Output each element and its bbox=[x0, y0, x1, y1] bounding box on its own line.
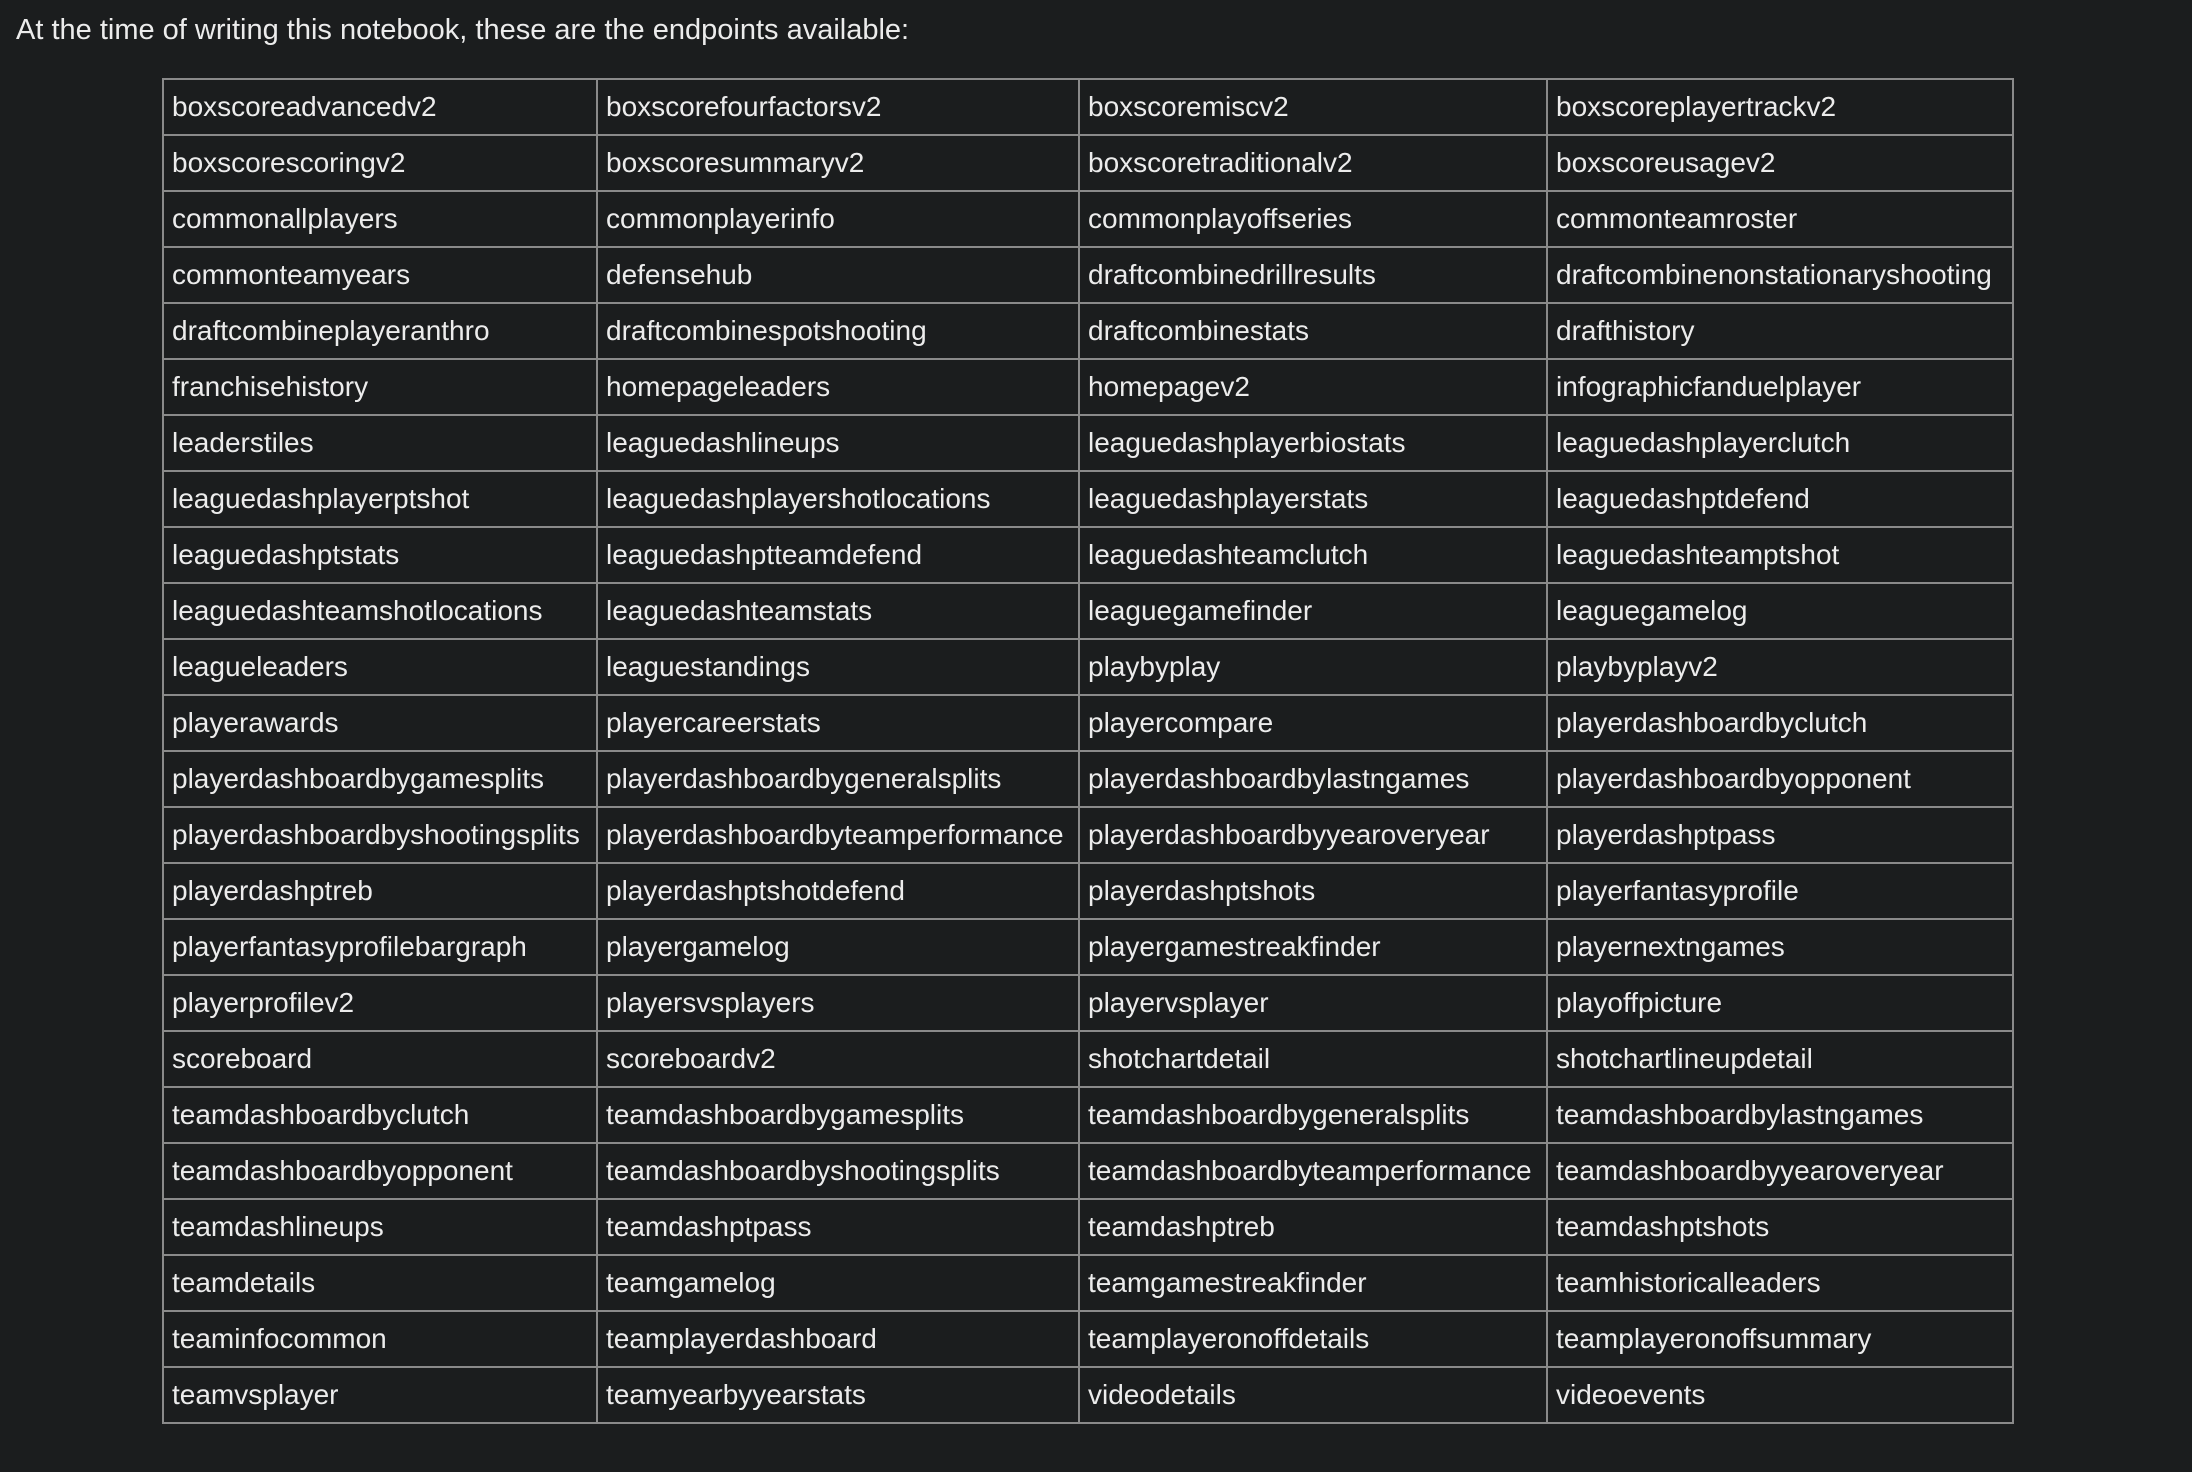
endpoint-cell: teamdashboardbyclutch bbox=[163, 1087, 597, 1143]
endpoint-cell: playerdashboardbygamesplits bbox=[163, 751, 597, 807]
endpoint-cell: playerfantasyprofilebargraph bbox=[163, 919, 597, 975]
endpoint-cell: playerdashptpass bbox=[1547, 807, 2013, 863]
endpoint-cell: playerdashboardbyshootingsplits bbox=[163, 807, 597, 863]
endpoint-cell: teamdashboardbyteamperformance bbox=[1079, 1143, 1547, 1199]
endpoint-cell: franchisehistory bbox=[163, 359, 597, 415]
endpoint-cell: leaguedashteamptshot bbox=[1547, 527, 2013, 583]
endpoint-cell: teamdashboardbygeneralsplits bbox=[1079, 1087, 1547, 1143]
endpoint-cell: playerdashptshots bbox=[1079, 863, 1547, 919]
endpoint-cell: boxscorefourfactorsv2 bbox=[597, 79, 1079, 135]
table-row bbox=[163, 191, 2013, 247]
endpoint-cell: teamgamelog bbox=[597, 1255, 1079, 1311]
endpoint-cell: teamdashlineups bbox=[163, 1199, 597, 1255]
endpoint-cell: playersvsplayers bbox=[597, 975, 1079, 1031]
endpoint-cell: leaguedashptdefend bbox=[1547, 471, 2013, 527]
endpoint-cell: teamplayerdashboard bbox=[597, 1311, 1079, 1367]
endpoint-cell: teamgamestreakfinder bbox=[1079, 1255, 1547, 1311]
endpoint-cell: defensehub bbox=[597, 247, 1079, 303]
endpoint-cell: leaguestandings bbox=[597, 639, 1079, 695]
endpoint-cell: playerdashboardbygeneralsplits bbox=[597, 751, 1079, 807]
endpoint-cell: playerdashptshotdefend bbox=[597, 863, 1079, 919]
endpoint-cell: teamdetails bbox=[163, 1255, 597, 1311]
table-row bbox=[163, 1367, 2013, 1423]
endpoint-cell: scoreboard bbox=[163, 1031, 597, 1087]
endpoint-cell: playerprofilev2 bbox=[163, 975, 597, 1031]
endpoint-cell: draftcombinenonstationaryshooting bbox=[1547, 247, 2013, 303]
endpoint-cell: leaguegamelog bbox=[1547, 583, 2013, 639]
endpoint-cell: playerdashboardbyclutch bbox=[1547, 695, 2013, 751]
table-row bbox=[163, 807, 2013, 863]
endpoint-cell: commonteamroster bbox=[1547, 191, 2013, 247]
table-row bbox=[163, 1087, 2013, 1143]
endpoint-cell: playercareerstats bbox=[597, 695, 1079, 751]
endpoint-cell: commonplayoffseries bbox=[1079, 191, 1547, 247]
endpoint-cell: teamdashptreb bbox=[1079, 1199, 1547, 1255]
endpoint-cell: playbyplay bbox=[1079, 639, 1547, 695]
endpoint-cell: playernextngames bbox=[1547, 919, 2013, 975]
endpoint-cell: teamdashptshots bbox=[1547, 1199, 2013, 1255]
endpoint-cell: teamdashboardbyopponent bbox=[163, 1143, 597, 1199]
table-row bbox=[163, 79, 2013, 135]
table-row bbox=[163, 471, 2013, 527]
table-row bbox=[163, 303, 2013, 359]
table-row bbox=[163, 415, 2013, 471]
endpoints-table-body bbox=[163, 79, 2013, 1423]
endpoint-cell: teaminfocommon bbox=[163, 1311, 597, 1367]
endpoint-cell: boxscoreplayertrackv2 bbox=[1547, 79, 2013, 135]
endpoint-cell: draftcombinestats bbox=[1079, 303, 1547, 359]
endpoint-cell: leaguedashplayerptshot bbox=[163, 471, 597, 527]
endpoint-cell: leaguegamefinder bbox=[1079, 583, 1547, 639]
endpoint-cell: leaguedashteamshotlocations bbox=[163, 583, 597, 639]
endpoint-cell: teamhistoricalleaders bbox=[1547, 1255, 2013, 1311]
endpoint-cell: playerdashboardbyteamperformance bbox=[597, 807, 1079, 863]
table-row bbox=[163, 247, 2013, 303]
endpoint-cell: leaderstiles bbox=[163, 415, 597, 471]
endpoint-cell: playerdashboardbyopponent bbox=[1547, 751, 2013, 807]
endpoint-cell: teamyearbyyearstats bbox=[597, 1367, 1079, 1423]
endpoint-cell: leaguedashteamclutch bbox=[1079, 527, 1547, 583]
endpoint-cell: teamdashboardbyshootingsplits bbox=[597, 1143, 1079, 1199]
table-row bbox=[163, 695, 2013, 751]
endpoint-cell: playoffpicture bbox=[1547, 975, 2013, 1031]
table-row bbox=[163, 1311, 2013, 1367]
endpoint-cell: shotchartdetail bbox=[1079, 1031, 1547, 1087]
table-row bbox=[163, 527, 2013, 583]
endpoint-cell: scoreboardv2 bbox=[597, 1031, 1079, 1087]
endpoint-cell: playbyplayv2 bbox=[1547, 639, 2013, 695]
endpoint-cell: homepagev2 bbox=[1079, 359, 1547, 415]
endpoint-cell: videodetails bbox=[1079, 1367, 1547, 1423]
endpoint-cell: drafthistory bbox=[1547, 303, 2013, 359]
table-row bbox=[163, 359, 2013, 415]
intro-text: At the time of writing this notebook, these are the endpoints available: bbox=[16, 14, 910, 46]
table-row bbox=[163, 1031, 2013, 1087]
endpoint-cell: draftcombineplayeranthro bbox=[163, 303, 597, 359]
endpoint-cell: teamdashboardbyyearoveryear bbox=[1547, 1143, 2013, 1199]
endpoint-cell: draftcombinespotshooting bbox=[597, 303, 1079, 359]
endpoint-cell: playergamestreakfinder bbox=[1079, 919, 1547, 975]
endpoint-cell: commonallplayers bbox=[163, 191, 597, 247]
endpoint-cell: boxscoretraditionalv2 bbox=[1079, 135, 1547, 191]
endpoint-cell: teamplayeronoffdetails bbox=[1079, 1311, 1547, 1367]
table-row bbox=[163, 863, 2013, 919]
endpoint-cell: playervsplayer bbox=[1079, 975, 1547, 1031]
endpoint-cell: homepageleaders bbox=[597, 359, 1079, 415]
table-row bbox=[163, 1199, 2013, 1255]
endpoint-cell: playerdashboardbylastngames bbox=[1079, 751, 1547, 807]
endpoint-cell: infographicfanduelplayer bbox=[1547, 359, 2013, 415]
table-row bbox=[163, 975, 2013, 1031]
endpoint-cell: leagueleaders bbox=[163, 639, 597, 695]
table-row bbox=[163, 135, 2013, 191]
endpoint-cell: teamdashboardbylastngames bbox=[1547, 1087, 2013, 1143]
endpoint-cell: leaguedashlineups bbox=[597, 415, 1079, 471]
table-row bbox=[163, 1255, 2013, 1311]
endpoint-cell: teamvsplayer bbox=[163, 1367, 597, 1423]
endpoint-cell: leaguedashplayershotlocations bbox=[597, 471, 1079, 527]
endpoint-cell: leaguedashplayerbiostats bbox=[1079, 415, 1547, 471]
endpoint-cell: videoevents bbox=[1547, 1367, 2013, 1423]
endpoint-cell: leaguedashplayerstats bbox=[1079, 471, 1547, 527]
endpoint-cell: playercompare bbox=[1079, 695, 1547, 751]
endpoint-cell: teamdashboardbygamesplits bbox=[597, 1087, 1079, 1143]
endpoint-cell: teamplayeronoffsummary bbox=[1547, 1311, 2013, 1367]
endpoint-cell: leaguedashteamstats bbox=[597, 583, 1079, 639]
endpoint-cell: shotchartlineupdetail bbox=[1547, 1031, 2013, 1087]
endpoint-cell: playerdashboardbyyearoveryear bbox=[1079, 807, 1547, 863]
endpoint-cell: playerawards bbox=[163, 695, 597, 751]
endpoint-cell: leaguedashptstats bbox=[163, 527, 597, 583]
endpoint-cell: boxscorescoringv2 bbox=[163, 135, 597, 191]
endpoint-cell: boxscoreusagev2 bbox=[1547, 135, 2013, 191]
table-row bbox=[163, 919, 2013, 975]
endpoint-cell: playerdashptreb bbox=[163, 863, 597, 919]
endpoint-cell: boxscoremiscv2 bbox=[1079, 79, 1547, 135]
endpoint-cell: leaguedashptteamdefend bbox=[597, 527, 1079, 583]
endpoint-cell: commonplayerinfo bbox=[597, 191, 1079, 247]
table-row bbox=[163, 1143, 2013, 1199]
endpoint-cell: playergamelog bbox=[597, 919, 1079, 975]
endpoint-cell: draftcombinedrillresults bbox=[1079, 247, 1547, 303]
endpoint-cell: leaguedashplayerclutch bbox=[1547, 415, 2013, 471]
endpoint-cell: boxscoreadvancedv2 bbox=[163, 79, 597, 135]
table-row bbox=[163, 751, 2013, 807]
endpoint-cell: playerfantasyprofile bbox=[1547, 863, 2013, 919]
endpoints-table bbox=[162, 78, 2014, 1424]
table-row bbox=[163, 639, 2013, 695]
endpoint-cell: boxscoresummaryv2 bbox=[597, 135, 1079, 191]
endpoint-cell: commonteamyears bbox=[163, 247, 597, 303]
endpoint-cell: teamdashptpass bbox=[597, 1199, 1079, 1255]
table-row bbox=[163, 583, 2013, 639]
